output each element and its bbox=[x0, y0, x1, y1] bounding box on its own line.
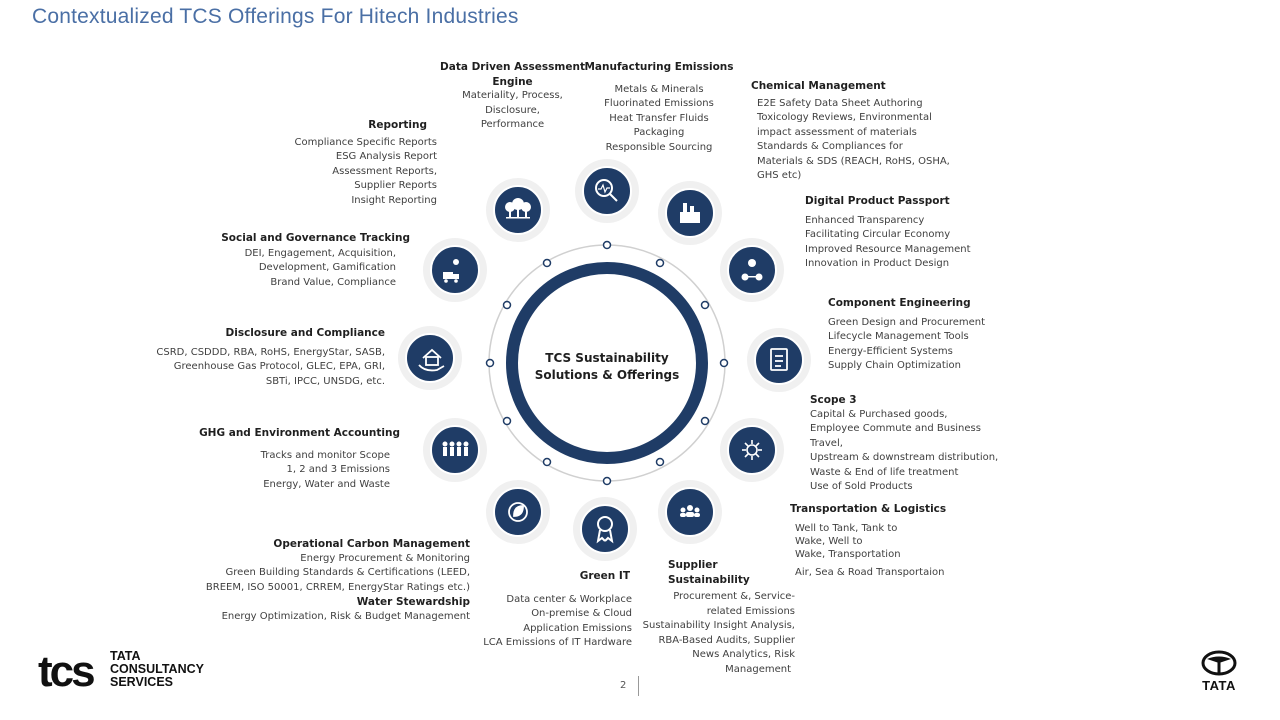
node-social bbox=[423, 238, 487, 302]
scope3-line: Upstream & downstream distribution, bbox=[810, 452, 999, 463]
water-stewardship-heading: Water Stewardship bbox=[356, 596, 470, 608]
label-data-driven bbox=[440, 60, 585, 133]
dpp-line: Innovation in Product Design bbox=[805, 258, 950, 269]
data-driven-line: Materiality, Process, bbox=[462, 90, 563, 101]
social-line: DEI, Engagement, Acquisition, bbox=[244, 247, 396, 259]
data-driven-line: Disclosure, bbox=[485, 104, 540, 116]
scope3-line: Waste & End of life treatment bbox=[810, 466, 959, 478]
supplier-line: News Analytics, Risk bbox=[692, 649, 795, 660]
green-it-line: LCA Emissions of IT Hardware bbox=[483, 637, 632, 648]
scope3-line: Travel, bbox=[810, 437, 843, 449]
dpp-line: Enhanced Transparency bbox=[805, 214, 925, 226]
chemical-line: impact assessment of materials bbox=[757, 126, 917, 138]
label-scope3 bbox=[810, 393, 1020, 495]
label-op-carbon bbox=[190, 537, 470, 624]
tcs-logo-line1: TATA bbox=[110, 649, 141, 663]
node-green-it bbox=[573, 497, 637, 561]
node-op-carbon bbox=[486, 480, 550, 544]
disclosure-line: SBTi, IPCC, UNSDG, etc. bbox=[265, 375, 385, 387]
ghg-line: 1, 2 and 3 Emissions bbox=[286, 464, 390, 475]
chemical-line: Toxicology Reviews, Environmental bbox=[757, 112, 932, 123]
op-carbon-line: Energy Procurement & Monitoring bbox=[300, 552, 470, 564]
transport-line: Air, Sea & Road Transportaion bbox=[795, 566, 945, 578]
op-carbon-line: Energy Optimization, Risk & Budget Management bbox=[221, 610, 470, 622]
ghg-line: Energy, Water and Waste bbox=[263, 478, 390, 490]
component-line: Energy-Efficient Systems bbox=[828, 345, 953, 357]
data-driven-heading-2: Engine bbox=[492, 75, 533, 88]
node-dpp bbox=[720, 238, 784, 302]
scope3-heading: Scope 3 bbox=[810, 394, 857, 406]
node-component bbox=[747, 328, 811, 392]
social-heading: Social and Governance Tracking bbox=[221, 232, 410, 244]
label-social bbox=[200, 231, 410, 290]
label-transport bbox=[790, 502, 990, 579]
component-line: Lifecycle Management Tools bbox=[828, 331, 969, 342]
node-chemical bbox=[658, 181, 722, 245]
label-dpp bbox=[805, 194, 1005, 272]
dpp-line: Improved Resource Management bbox=[805, 243, 971, 255]
tcs-logo-text bbox=[110, 650, 204, 689]
page-divider bbox=[638, 676, 639, 696]
supplier-heading: Supplier Sustainability bbox=[668, 559, 750, 586]
dpp-line: Facilitating Circular Economy bbox=[805, 229, 951, 240]
supplier-line: related Emissions bbox=[706, 605, 795, 617]
label-ghg bbox=[190, 426, 400, 492]
node-reporting bbox=[486, 178, 550, 242]
ghg-line: Tracks and monitor Scope bbox=[260, 449, 390, 461]
node-mfg-emissions bbox=[575, 159, 639, 223]
green-it-line: Application Emissions bbox=[523, 622, 632, 634]
chemical-line: Materials & SDS (REACH, RoHS, OSHA, bbox=[757, 155, 950, 167]
dpp-heading: Digital Product Passport bbox=[805, 195, 950, 207]
node-scope3 bbox=[720, 418, 784, 482]
op-carbon-line: Green Building Standards & Certifications (LEED, bbox=[225, 567, 470, 578]
data-driven-heading-1: Data Driven Assessment bbox=[440, 61, 585, 73]
green-it-heading: Green IT bbox=[579, 570, 630, 582]
label-chemical bbox=[751, 79, 961, 184]
reporting-line: Assessment Reports, bbox=[332, 165, 437, 177]
tata-logo-icon bbox=[1196, 650, 1242, 678]
node-ghg bbox=[423, 418, 487, 482]
chemical-line: Standards & Compliances for bbox=[757, 141, 903, 152]
label-supplier bbox=[620, 558, 795, 677]
scope3-line: Employee Commute and Business bbox=[810, 423, 981, 434]
supplier-line: RBA-Based Audits, Supplier bbox=[658, 634, 795, 646]
component-line: Supply Chain Optimization bbox=[828, 360, 961, 371]
ghg-heading: GHG and Environment Accounting bbox=[199, 427, 400, 439]
transport-line: Well to Tank, Tank to bbox=[795, 522, 898, 534]
mfg-line: Fluorinated Emissions bbox=[604, 98, 714, 109]
green-it-line: On-premise & Cloud bbox=[531, 608, 632, 619]
reporting-heading: Reporting bbox=[368, 119, 427, 131]
node-disclosure bbox=[398, 326, 462, 390]
reporting-line: Compliance Specific Reports bbox=[294, 136, 437, 148]
label-mfg-emissions bbox=[584, 60, 734, 155]
scope3-line: Use of Sold Products bbox=[810, 481, 913, 492]
center-line1: TCS Sustainability bbox=[545, 351, 669, 365]
tcs-logo-line2: CONSULTANCY bbox=[110, 662, 204, 676]
mfg-line: Packaging bbox=[633, 127, 685, 138]
supplier-line: Management bbox=[725, 663, 791, 675]
tata-logo-text: TATA bbox=[1202, 678, 1236, 693]
component-line: Green Design and Procurement bbox=[828, 316, 986, 328]
disclosure-line: CSRD, CSDDD, RBA, RoHS, EnergyStar, SASB, bbox=[156, 346, 385, 358]
op-carbon-line: BREEM, ISO 50001, CRREM, EnergyStar Ratings etc.) bbox=[205, 581, 470, 593]
label-disclosure bbox=[150, 326, 385, 389]
page-number: 2 bbox=[620, 680, 627, 691]
node-supplier bbox=[658, 480, 722, 544]
mfg-line: Heat Transfer Fluids bbox=[609, 112, 709, 124]
component-heading: Component Engineering bbox=[828, 297, 971, 309]
social-line: Development, Gamification bbox=[258, 262, 396, 273]
center-label bbox=[527, 350, 687, 384]
chemical-heading: Chemical Management bbox=[751, 80, 886, 92]
tcs-logo-line3: SERVICES bbox=[110, 675, 173, 689]
data-driven-line: Performance bbox=[480, 119, 545, 130]
disclosure-heading: Disclosure and Compliance bbox=[225, 327, 385, 339]
label-green-it bbox=[470, 569, 632, 651]
chemical-line: GHS etc) bbox=[757, 170, 802, 181]
mfg-heading: Manufacturing Emissions bbox=[584, 61, 734, 73]
label-reporting bbox=[275, 118, 437, 208]
op-carbon-heading: Operational Carbon Management bbox=[273, 538, 470, 550]
social-line: Brand Value, Compliance bbox=[270, 276, 396, 288]
mfg-line: Metals & Minerals bbox=[614, 83, 704, 95]
mfg-line: Responsible Sourcing bbox=[605, 141, 713, 153]
center-line2: Solutions & Offerings bbox=[534, 368, 680, 382]
label-component bbox=[828, 296, 1028, 374]
supplier-line: Sustainability Insight Analysis, bbox=[642, 620, 795, 631]
transport-heading: Transportation & Logistics bbox=[790, 503, 947, 515]
green-it-line: Data center & Workplace bbox=[506, 593, 632, 605]
svg-text:tcs: tcs bbox=[38, 650, 93, 692]
reporting-line: Insight Reporting bbox=[351, 194, 437, 206]
transport-line: Wake, Well to bbox=[795, 535, 863, 547]
supplier-line: Procurement &, Service- bbox=[673, 591, 795, 602]
chemical-line: E2E Safety Data Sheet Authoring bbox=[757, 97, 923, 109]
disclosure-line: Greenhouse Gas Protocol, GLEC, EPA, GRI, bbox=[173, 361, 385, 372]
transport-line: Wake, Transportation bbox=[795, 548, 901, 560]
page-title: Contextualized TCS Offerings For Hitech Industries bbox=[32, 5, 519, 28]
reporting-line: Supplier Reports bbox=[354, 180, 437, 191]
tcs-logo-mark bbox=[38, 650, 106, 692]
scope3-line: Capital & Purchased goods, bbox=[810, 408, 948, 420]
reporting-line: ESG Analysis Report bbox=[335, 151, 437, 162]
